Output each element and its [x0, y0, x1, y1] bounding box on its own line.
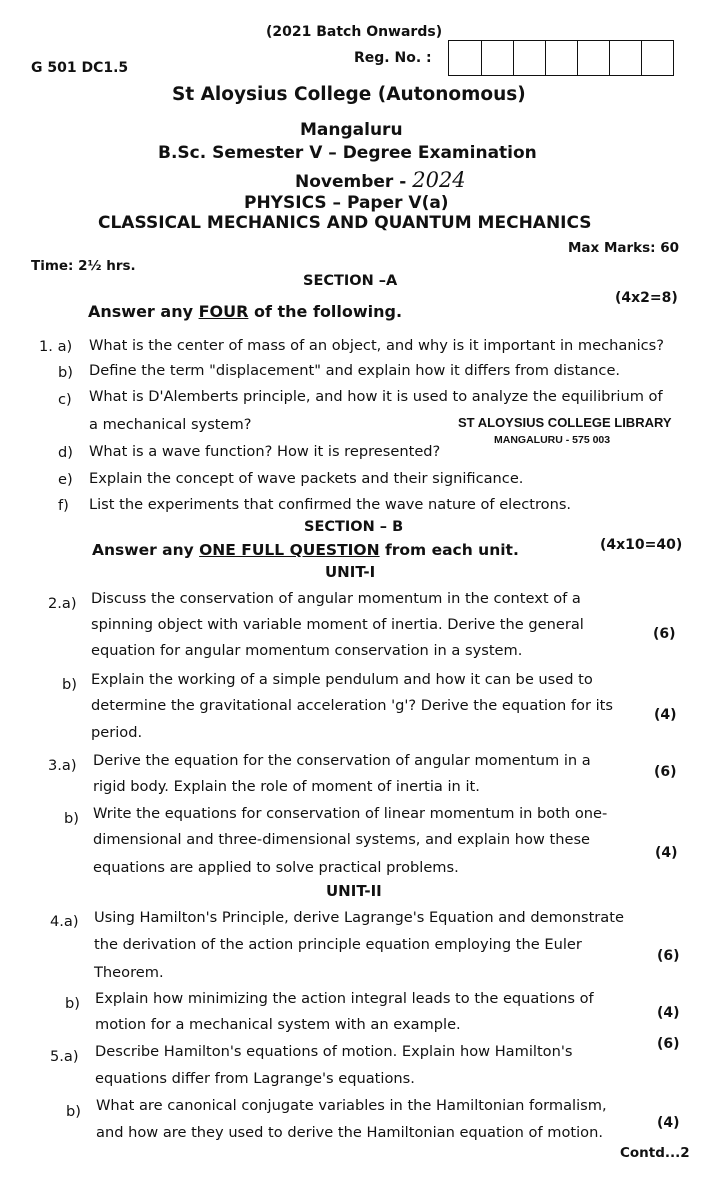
question-line: Explain how minimizing the action integral leads to the equations of [95, 990, 594, 1007]
question-marks: (6) [657, 1036, 680, 1052]
question-text: Explain the concept of wave packets and their significance. [89, 470, 524, 487]
question-text: List the experiments that confirmed the wave nature of electrons. [89, 496, 572, 513]
question-line: equations differ from Lagrange's equations. [95, 1070, 415, 1087]
section-b-instruction [92, 541, 519, 559]
question-label: f) [58, 497, 69, 514]
question-label: 5.a) [50, 1048, 79, 1065]
subject-title: CLASSICAL MECHANICS AND QUANTUM MECHANICS [98, 213, 592, 233]
question-line: What are canonical conjugate variables in the Hamiltonian formalism, [96, 1097, 607, 1114]
question-text: What is a wave function? How it is represented? [89, 443, 441, 460]
question-marks: (4) [655, 845, 678, 861]
max-marks: Max Marks: 60 [568, 240, 680, 256]
batch-note: (2021 Batch Onwards) [266, 24, 443, 40]
question-marks: (6) [657, 948, 680, 964]
question-text-continued: a mechanical system? [89, 416, 252, 433]
exam-year-handwritten: 2024 [412, 168, 466, 192]
question-line: equations are applied to solve practical problems. [93, 859, 459, 876]
exam-title: B.Sc. Semester V – Degree Examination [158, 143, 537, 163]
question-line: Explain the working of a simple pendulum and how it can be used to [91, 671, 593, 688]
reg-no-label: Reg. No. : [354, 50, 432, 66]
question-line: motion for a mechanical system with an example. [95, 1016, 461, 1033]
section-b-title: SECTION – B [304, 519, 404, 535]
question-label: 1. a) [39, 338, 73, 355]
section-a-instruction-pre: Answer any [88, 302, 199, 321]
library-stamp-line1: ST ALOYSIUS COLLEGE LIBRARY [458, 415, 672, 430]
continued-note: Contd...2 [620, 1145, 690, 1161]
question-line: determine the gravitational acceleration 'g'? Derive the equation for its [91, 697, 614, 714]
question-line: Discuss the conservation of angular momentum in the context of a [91, 590, 581, 607]
question-label: b) [65, 995, 80, 1012]
question-line: period. [91, 724, 143, 741]
question-marks: (6) [654, 764, 677, 780]
question-line: dimensional and three-dimensional systems, and explain how these [93, 831, 591, 848]
question-label: b) [66, 1103, 81, 1120]
exam-month [295, 168, 466, 192]
question-text: What is D'Alemberts principle, and how it is used to analyze the equilibrium of [89, 388, 663, 405]
paper-code: G 501 DC1.5 [31, 60, 129, 76]
question-line: Derive the equation for the conservation of angular momentum in a [93, 752, 591, 769]
section-a-marks: (4x2=8) [615, 290, 678, 306]
section-b-instruction-count: ONE FULL QUESTION [199, 541, 380, 559]
section-a-instruction [88, 302, 402, 321]
question-line: equation for angular momentum conservation in a system. [91, 642, 523, 659]
question-line: Write the equations for conservation of linear momentum in both one- [93, 805, 608, 822]
question-label: b) [58, 364, 73, 381]
question-label: 4.a) [50, 913, 79, 930]
unit-2-heading: UNIT-II [326, 882, 382, 900]
section-b-instruction-pre: Answer any [92, 541, 200, 559]
question-marks: (4) [657, 1005, 680, 1021]
college-city: Mangaluru [300, 120, 403, 140]
question-label: b) [62, 676, 77, 693]
question-label: d) [58, 444, 73, 461]
section-a-instruction-count: FOUR [198, 302, 249, 321]
question-label: e) [58, 471, 73, 488]
exam-time: Time: 2½ hrs. [31, 258, 136, 274]
question-text: Define the term "displacement" and explain how it differs from distance. [89, 362, 621, 379]
exam-month-label: November - [295, 172, 407, 192]
paper-title: PHYSICS – Paper V(a) [244, 193, 449, 213]
question-line: Using Hamilton's Principle, derive Lagrange's Equation and demonstrate [94, 909, 624, 926]
question-label: b) [64, 810, 79, 827]
question-line: Theorem. [94, 964, 164, 981]
question-line: Describe Hamilton's equations of motion. Explain how Hamilton's [95, 1043, 573, 1060]
section-b-marks: (4x10=40) [600, 537, 683, 553]
section-a-title: SECTION –A [303, 273, 398, 289]
question-line: spinning object with variable moment of inertia. Derive the general [91, 616, 584, 633]
unit-1-heading: UNIT-I [325, 563, 376, 581]
question-line: and how are they used to derive the Hamiltonian equation of motion. [96, 1124, 603, 1141]
question-line: the derivation of the action principle equation employing the Euler [94, 936, 582, 953]
question-text: What is the center of mass of an object, and why is it important in mechanics? [89, 337, 664, 354]
question-marks: (6) [653, 626, 676, 642]
question-label: 3.a) [48, 757, 77, 774]
question-marks: (4) [657, 1115, 680, 1131]
question-line: rigid body. Explain the role of moment of inertia in it. [93, 778, 480, 795]
question-marks: (4) [654, 707, 677, 723]
section-a-instruction-post: of the following. [248, 302, 403, 321]
college-name: St Aloysius College (Autonomous) [172, 84, 526, 105]
section-b-instruction-post: from each unit. [379, 541, 519, 559]
question-label: 2.a) [48, 595, 77, 612]
question-label: c) [58, 391, 72, 408]
reg-no-boxes [448, 40, 674, 76]
library-stamp-line2: MANGALURU - 575 003 [494, 434, 611, 446]
